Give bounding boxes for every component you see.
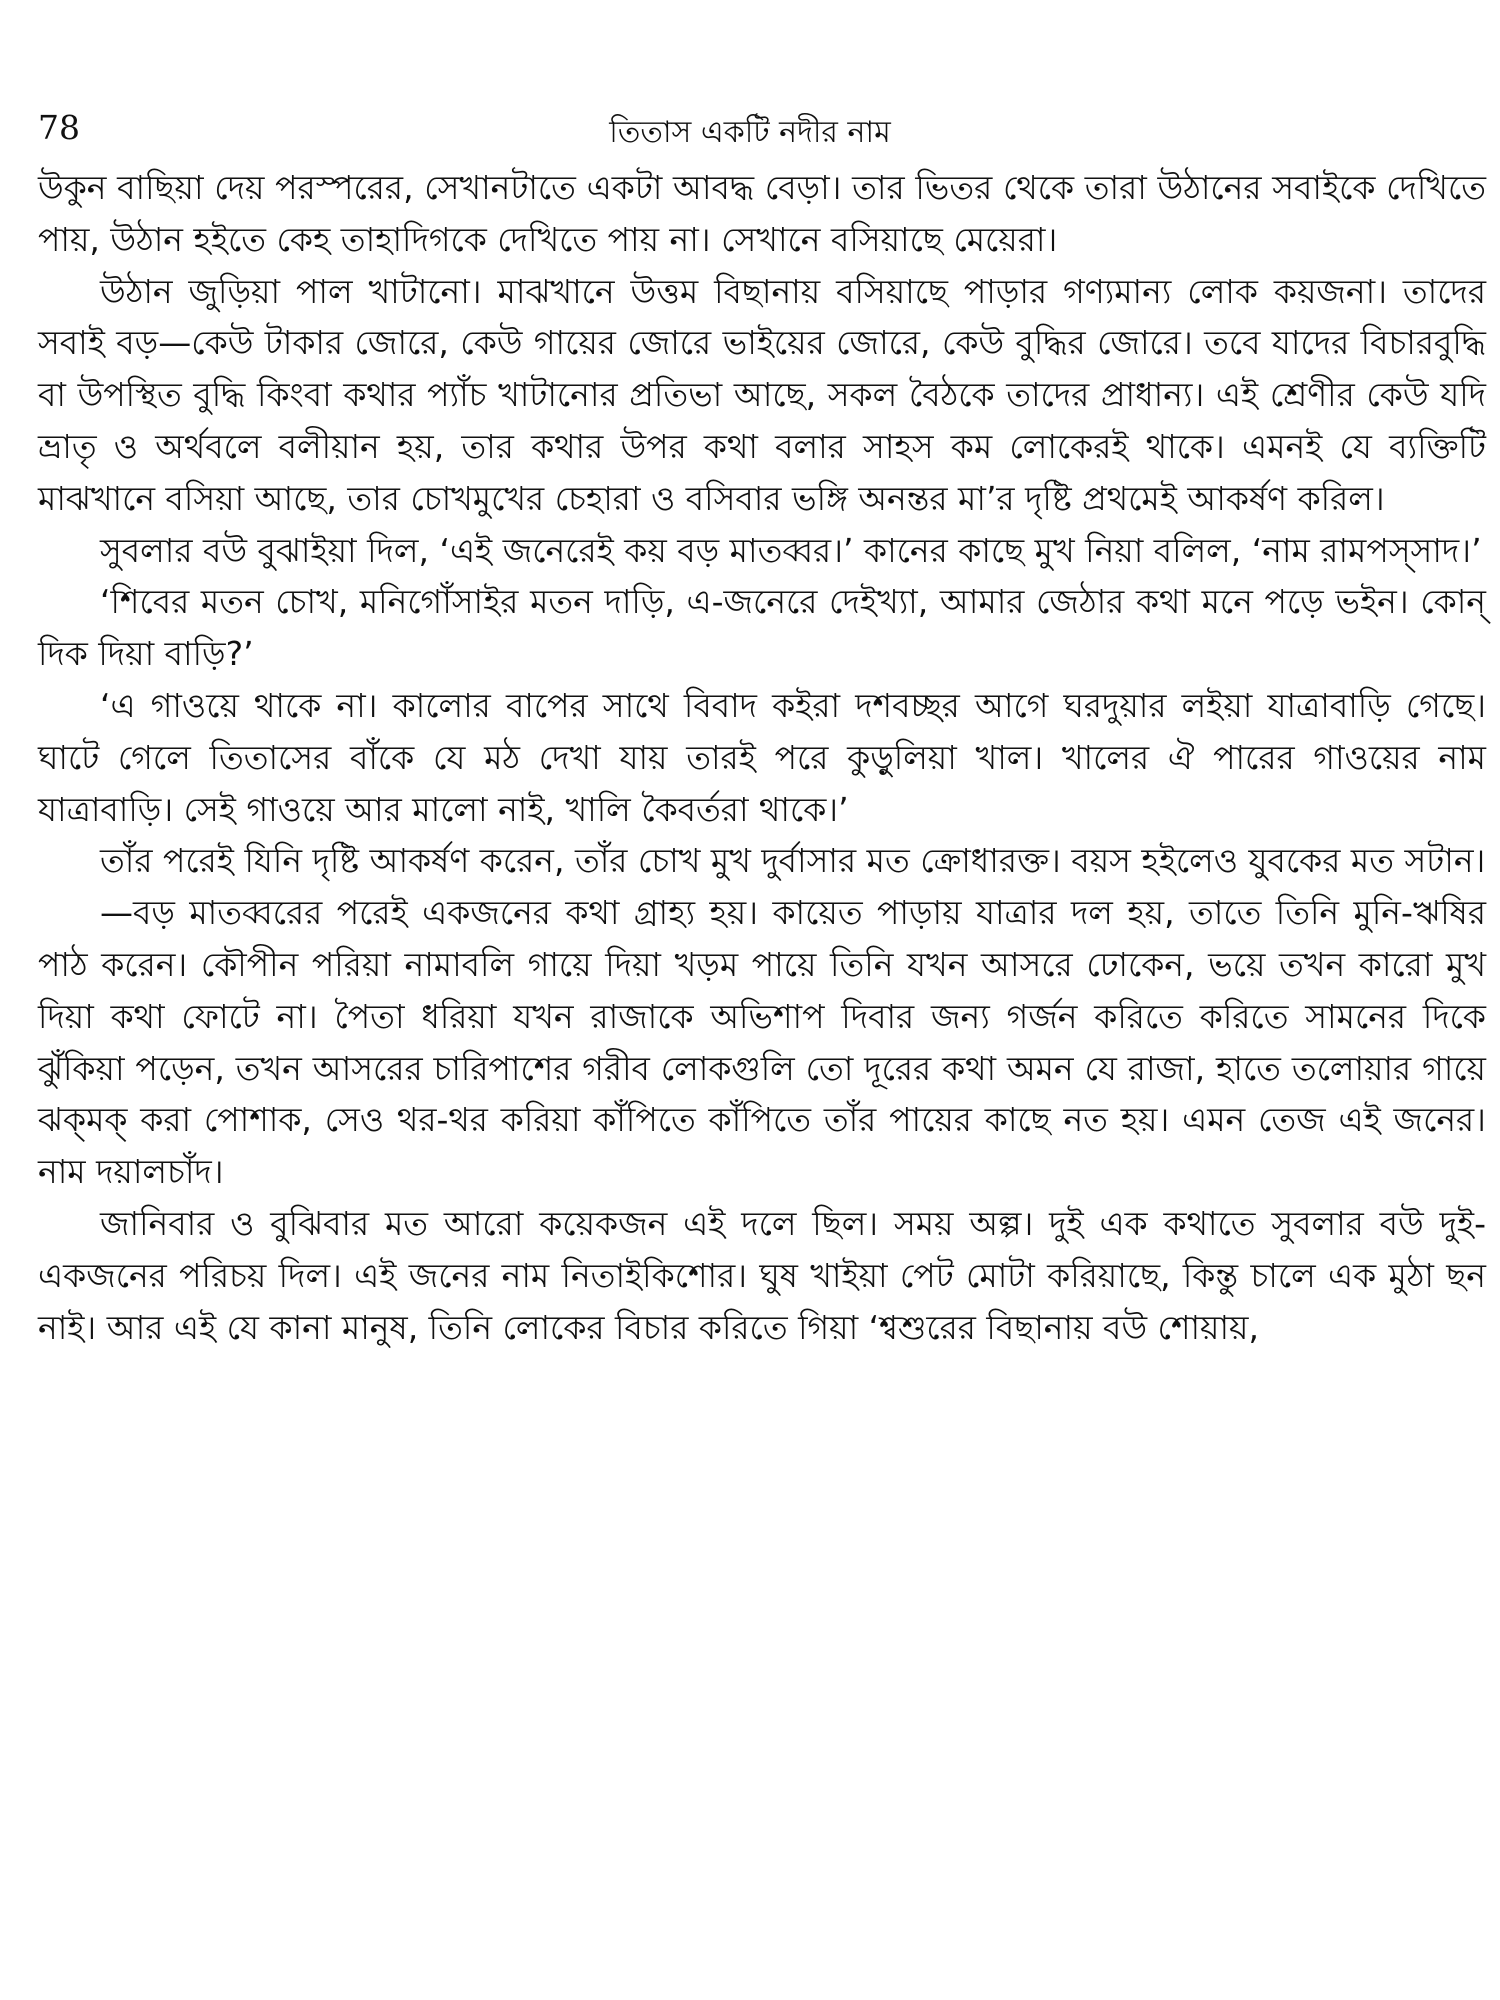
- paragraph: তাঁর পরেই যিনি দৃষ্টি আকর্ষণ করেন, তাঁর চোখ মুখ দুর্বাসার মত ক্রোধারক্ত। বয়স হইলেও যুবকের মত সটান।: [100, 841, 1486, 881]
- paragraph: ‘এ গাওয়ে থাকে না। কালোর বাপের সাথে বিবাদ কইরা দশবচ্ছর আগে ঘরদুয়ার লইয়া যাত্রাবাড়ি গেছে। ঘাটে গেলে তিতাসের বাঁকে যে মঠ দেখা যায় তারই পরে কুড়ুলিয়া খাল। খালের ঐ পারের গাওয়ের নাম যাত্রাবাড়ি। সেই গাওয়ে আর মালো নাই, খালি কৈবর্তরা থাকে।’: [38, 685, 1486, 829]
- page-header: [38, 108, 1462, 154]
- body-text: [38, 162, 1486, 1353]
- paragraph: —বড় মাতব্বরের পরেই একজনের কথা গ্রাহ্য হয়। কায়েত পাড়ায় যাত্রার দল হয়, তাতে তিনি মুনি-ঋষির পাঠ করেন। কৌপীন পরিয়া নামাবলি গায়ে দিয়া খড়ম পায়ে তিনি যখন আসরে ঢোকেন, ভয়ে তখন কারো মুখ দিয়া কথা ফোটে না। পৈতা ধরিয়া যখন রাজাকে অভিশাপ দিবার জন্য গর্জন করিতে করিতে সামনের দিকে ঝুঁকিয়া পড়েন, তখন আসরের চারিপাশের গরীব লোকগুলি তো দূরের কথা অমন যে রাজা, হাতে তলোয়ার গায়ে ঝক্‌মক্‌ করা পোশাক, সেও থর-থর করিয়া কাঁপিতে কাঁপিতে তাঁর পায়ের কাছে নত হয়। এমন তেজ এই জনের। নাম দয়ালচাঁদ।: [38, 893, 1486, 1192]
- paragraph: সুবলার বউ বুঝাইয়া দিল, ‘এই জনেরেই কয় বড় মাতব্বর।’ কানের কাছে মুখ নিয়া বলিল, ‘নাম রামপস্‌সাদ।’: [100, 530, 1482, 570]
- page-number: 78: [38, 108, 80, 147]
- paragraph: উকুন বাছিয়া দেয় পরস্পরের, সেখানটাতে একটা আবদ্ধ বেড়া। তার ভিতর থেকে তারা উঠানের সবাইকে দেখিতে পায়, উঠান হইতে কেহ তাহাদিগকে দেখিতে পায় না। সেখানে বসিয়াছে মেয়েরা।: [38, 168, 1486, 259]
- paragraph: জানিবার ও বুঝিবার মত আরো কয়েকজন এই দলে ছিল। সময় অল্প। দুই এক কথাতে সুবলার বউ দুই-একজনের পরিচয় দিল। এই জনের নাম নিতাইকিশোর। ঘুষ খাইয়া পেট মোটা করিয়াছে, কিন্তু চালে এক মুঠা ছন নাই। আর এই যে কানা মানুষ, তিনি লোকের বিচার করিতে গিয়া ‘শ্বশুরের বিছানায় বউ শোয়ায়,: [38, 1203, 1486, 1347]
- running-title: তিতাস একটি নদীর নাম: [609, 115, 891, 150]
- paragraph: ‘শিবের মতন চোখ, মনিগোঁসাইর মতন দাড়ি, এ-জনেরে দেইখ্যা, আমার জেঠার কথা মনে পড়ে ভইন। কোন্‌ দিক দিয়া বাড়ি?’: [38, 582, 1486, 674]
- paragraph: উঠান জুড়িয়া পাল খাটানো। মাঝখানে উত্তম বিছানায় বসিয়াছে পাড়ার গণ্যমান্য লোক কয়জনা। তাদের সবাই বড়—কেউ টাকার জোরে, কেউ গায়ের জোরে ভাইয়ের জোরে, কেউ বুদ্ধির জোরে। তবে যাদের বিচারবুদ্ধি বা উপস্থিত বুদ্ধি কিংবা কথার প্যাঁচ খাটানোর প্রতিভা আছে, সকল বৈঠকে তাদের প্রাধান্য। এই শ্রেণীর কেউ যদি ভ্রাতৃ ও অর্থবলে বলীয়ান হয়, তার কথার উপর কথা বলার সাহস কম লোকেরই থাকে। এমনই যে ব্যক্তিটি মাঝখানে বসিয়া আছে, তার চোখমুখের চেহারা ও বসিবার ভঙ্গি অনন্তর মা’র দৃষ্টি প্রথমেই আকর্ষণ করিল।: [38, 271, 1486, 518]
